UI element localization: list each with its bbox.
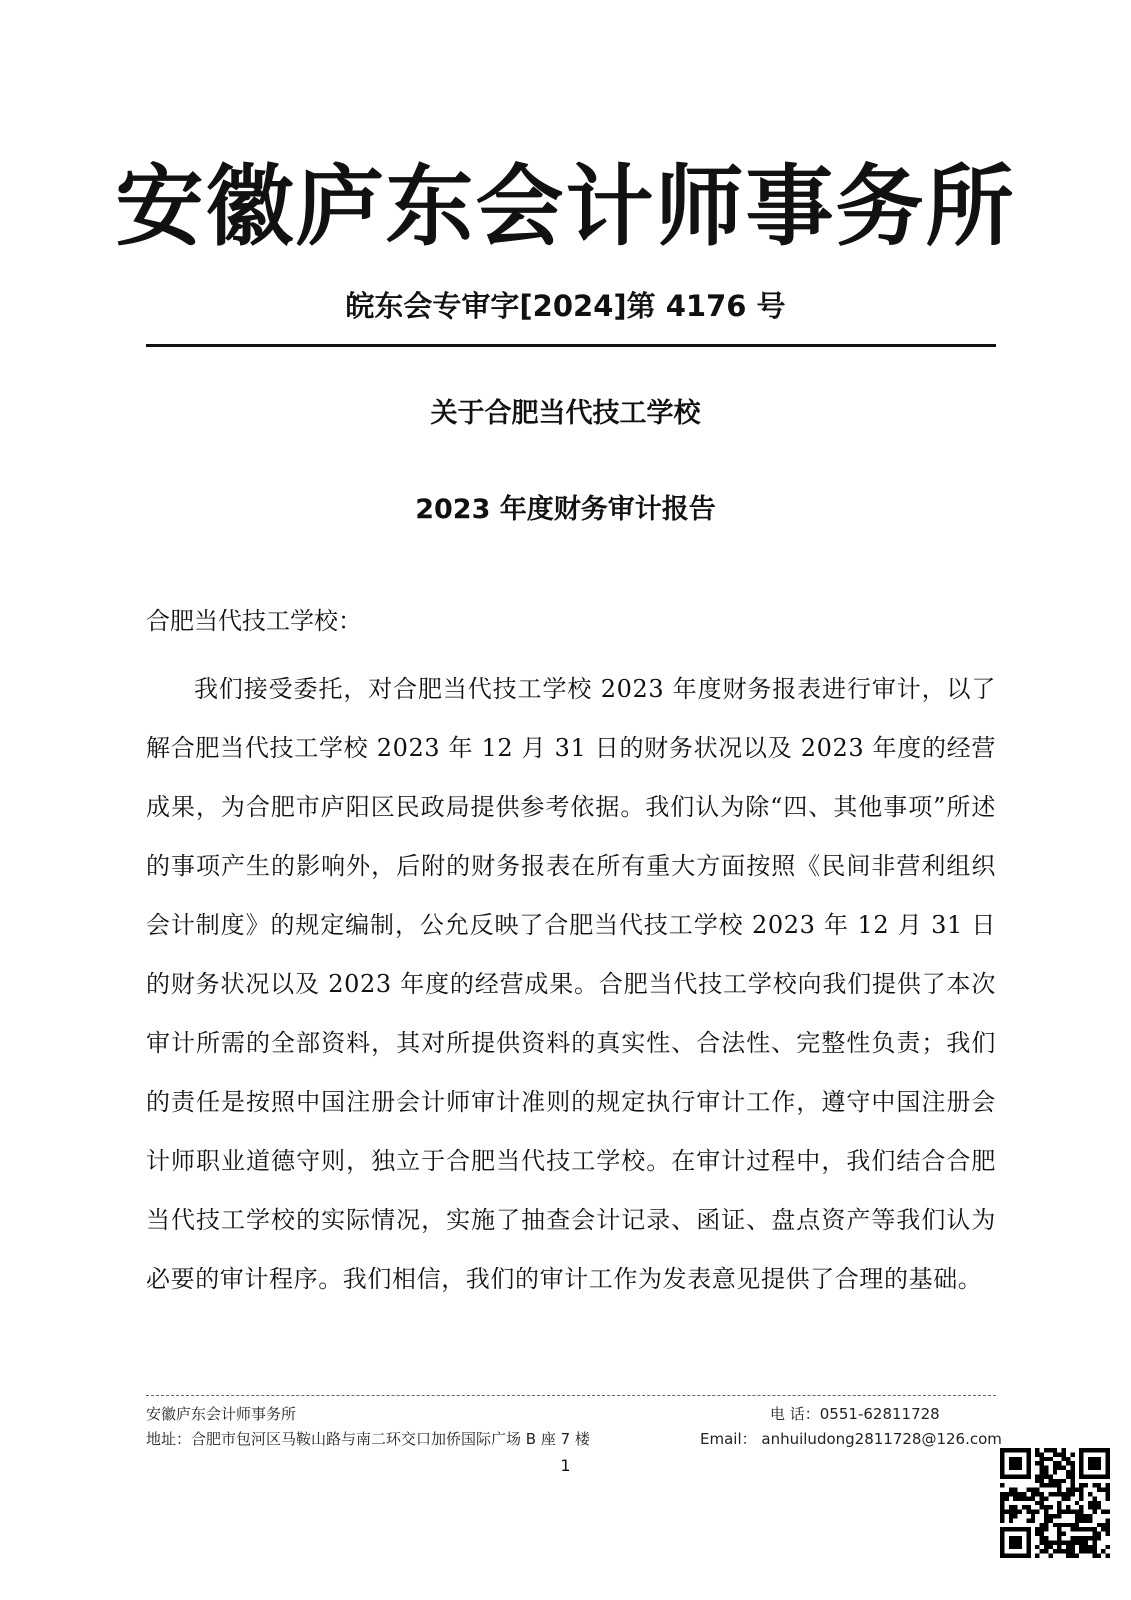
addressee: 合肥当代技工学校：: [146, 607, 362, 635]
firm-title: 安徽庐东会计师事务所: [115, 155, 1016, 258]
qr-code-icon: [1000, 1448, 1110, 1558]
page-number: 1: [560, 1456, 571, 1475]
footer-email: Email： anhuiludong2811728@126.com: [700, 1430, 1002, 1448]
report-title-line-2: 2023 年度财务审计报告: [415, 494, 716, 525]
document-number: 皖东会专审字[2024]第 4176 号: [345, 289, 786, 323]
footer-address: 地址：合肥市包河区马鞍山路与南二环交口加侨国际广场 B 座 7 楼: [146, 1430, 590, 1448]
footer-phone: 电 话：0551-62811728: [770, 1405, 940, 1423]
footer-divider: [146, 1395, 996, 1396]
header-divider: [146, 344, 996, 347]
footer-firm-name: 安徽庐东会计师事务所: [146, 1405, 297, 1423]
report-title-line-1: 关于合肥当代技工学校: [430, 398, 701, 429]
report-body-paragraph: 我们接受委托，对合肥当代技工学校 2023 年度财务报表进行审计，以了解合肥当代技工学校 2023 年 12 月 31 日的财务状况以及 2023 年度的经营成果，为合肥市庐阳区民政局提供参考依据。我们认为除“四、其他事项”所述的事项产生的影响外，后附的财务报表在所有重大方面按照《民间非营利组织会计制度》的规定编制，公允反映了合肥当代技工学校 2023 年 12 月 31 日的财务状况以及 2023 年度的经营成果。合肥当代技工学校向我们提供了本次审计所需的全部资料，其对所提供资料的真实性、合法性、完整性负责；我们的责任是按照中国注册会计师审计准则的规定执行审计工作，遵守中国注册会计师职业道德守则，独立于合肥当代技工学校。在审计过程中，我们结合合肥当代技工学校的实际情况，实施了抽查会计记录、函证、盘点资产等我们认为必要的审计程序。我们相信，我们的审计工作为发表意见提供了合理的基础。: [146, 675, 996, 1293]
